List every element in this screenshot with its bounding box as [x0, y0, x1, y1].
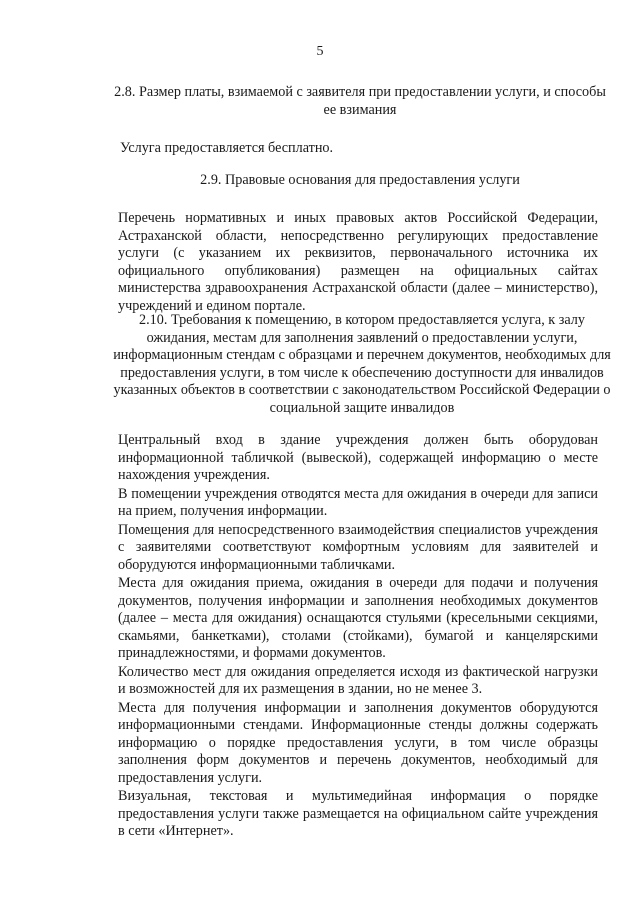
page-number: 5: [316, 44, 324, 59]
section-2-8-heading: 2.8. Размер платы, взимаемой с заявителя при предоставлении услуги, и способы ее взимания: [114, 84, 606, 118]
section-2-8-text: Услуга предоставляется бесплатно.: [120, 140, 334, 156]
section-2-10-heading: 2.10. Требования к помещению, в котором предоставляется услуга, к залу ожидания, местам для заполнения заявлений о предоставлении услуги, информационным стендам с образцами и перечнем документов, необходимых для предоставления услуги, в том числе к обеспечению доступности для инвалидов указанных объектов в соответствии с законодательством Российской Федерации о социальной защите инвалидов: [113, 312, 611, 416]
paragraph-rooms: Помещения для непосредственного взаимодействия специалистов учреждения с заявителями соответствуют комфортным условиям для заявителей и оборудуются информационными табличками.: [118, 521, 598, 573]
paragraph-entrance: Центральный вход в здание учреждения должен быть оборудован информационной табличкой (вывеской), содержащей информацию о месте нахождения учреждения.: [118, 432, 598, 483]
paragraph-equipment: Места для ожидания приема, ожидания в очереди для подачи и получения документов, получения информации и заполнения необходимых документов (далее – места для ожидания) оснащаются стульями (кресельными секциями, скамьями, банкетками), столами (стойками), бумагой и канцелярскими принадлежностями, и формами документов.: [118, 575, 598, 661]
paragraph-website: Визуальная, текстовая и мультимедийная информация о порядке предоставления услуги также размещается на официальном сайте учреждения в сети «Интернет».: [118, 788, 598, 839]
paragraph-info-stands: Места для получения информации и заполнения документов оборудуются информационными стендами. Информационные стенды должны содержать информацию о порядке предоставления услуги, в том числе образцы заполнения форм документов и перечень документов, необходимый для предоставления услуги.: [118, 699, 598, 786]
section-2-9-heading: 2.9. Правовые основания для предоставления услуги: [200, 172, 520, 188]
paragraph-waiting-places: В помещении учреждения отводятся места для ожидания в очереди для записи на прием, получения информации.: [118, 485, 598, 519]
legal-paragraph: Перечень нормативных и иных правовых актов Российской Федерации, Астраханской области, непосредственно регулирующих предоставление услуги (с указанием их реквизитов, первоначального источника их официального опубликования) размещен на официальных сайтах министерства здравоохранения Астраханской области (далее – министерство), учреждений и едином портале.: [118, 210, 598, 314]
section-2-10-body: [118, 432, 598, 841]
paragraph-seat-count: Количество мест для ожидания определяется исходя из фактической нагрузки и возможностей для их размещения в здании, но не менее 3.: [118, 663, 598, 697]
section-2-9-text: [118, 210, 598, 315]
